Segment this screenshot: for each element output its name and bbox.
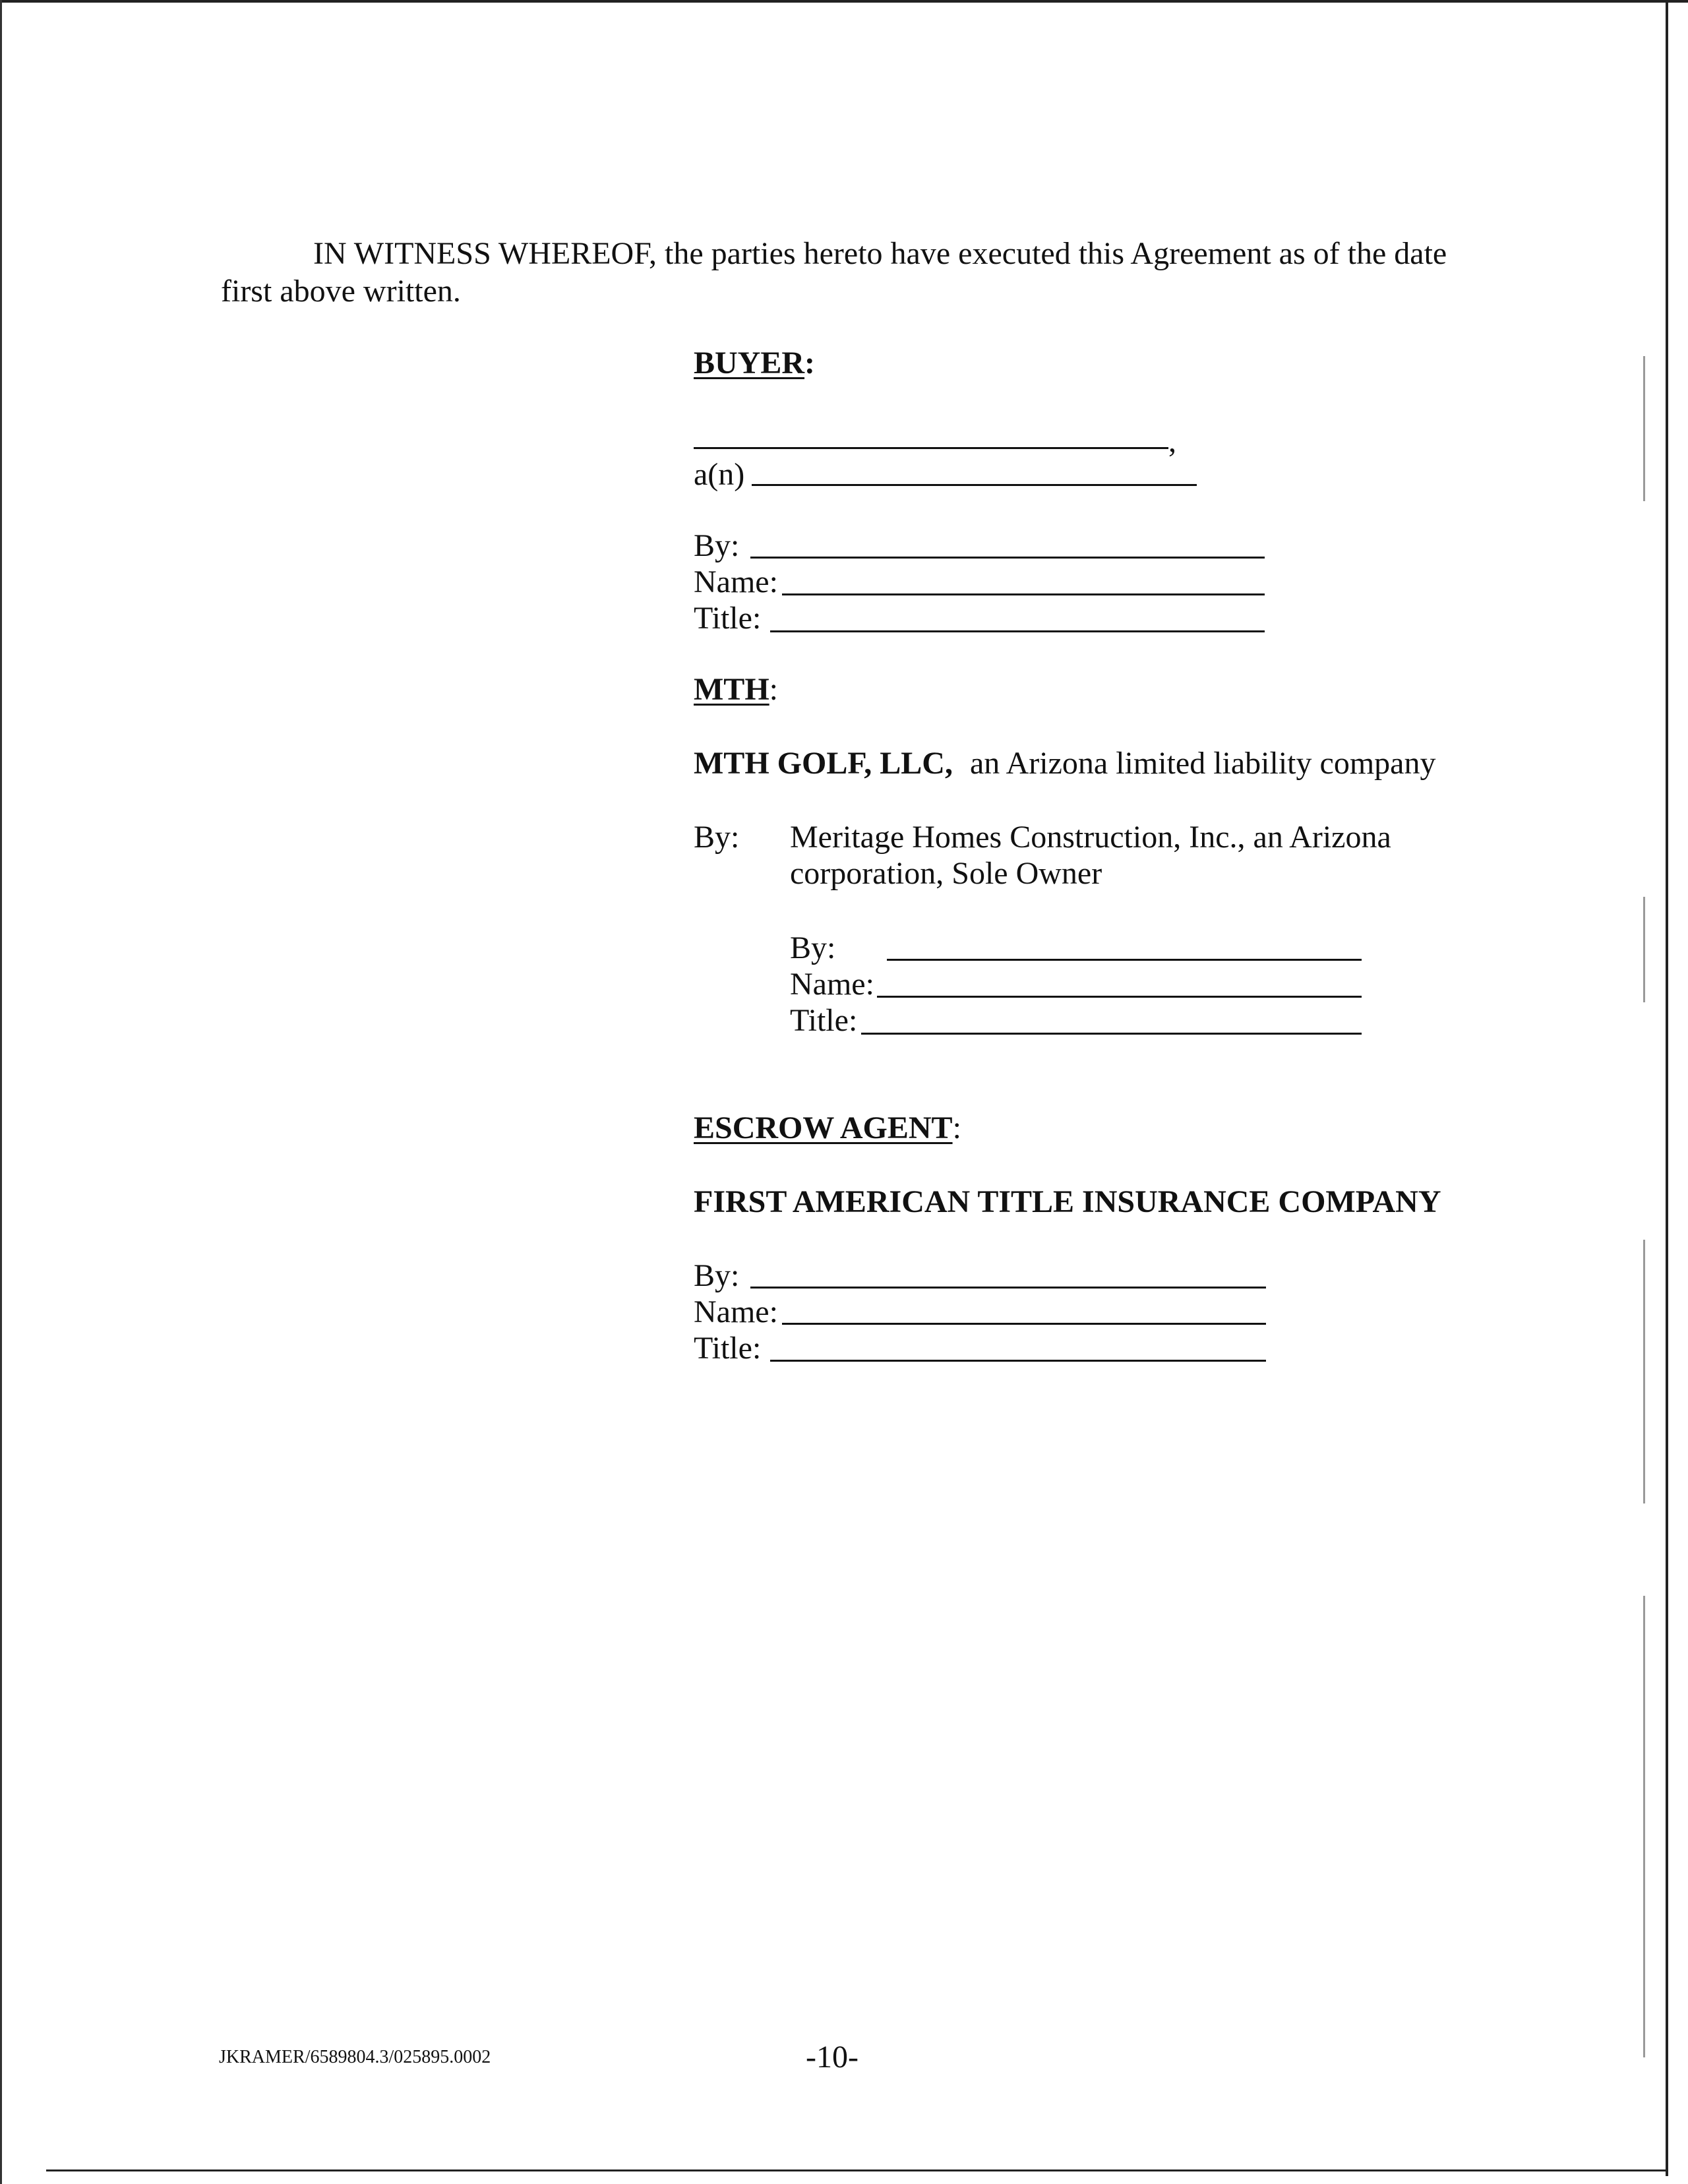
- buyer-an-label: a(n): [694, 457, 745, 492]
- scan-speck: [1643, 1240, 1645, 1503]
- buyer-by-label: By:: [694, 528, 740, 563]
- footer-doc-id: JKRAMER/6589804.3/025895.0002: [219, 2047, 491, 2067]
- escrow-company-name: FIRST AMERICAN TITLE INSURANCE COMPANY: [694, 1184, 1441, 1219]
- escrow-by-label: By:: [694, 1258, 740, 1293]
- escrow-heading: ESCROW AGENT: [694, 1110, 953, 1145]
- buyer-title-line[interactable]: [770, 630, 1265, 632]
- buyer-name-line[interactable]: [782, 593, 1265, 595]
- buyer-entity-type-line[interactable]: [752, 484, 1197, 486]
- page-edge-top: [0, 0, 1688, 3]
- escrow-name-label: Name:: [694, 1294, 778, 1329]
- buyer-title-label: Title:: [694, 601, 762, 636]
- escrow-title-line[interactable]: [770, 1360, 1266, 1362]
- mth-heading-wrap: [694, 671, 778, 708]
- buyer-heading-wrap: [694, 345, 815, 382]
- buyer-heading-colon: :: [804, 346, 816, 380]
- buyer-heading: BUYER: [694, 346, 805, 380]
- buyer-name-label: Name:: [694, 564, 778, 599]
- escrow-name-line[interactable]: [782, 1323, 1266, 1325]
- scan-speck: [1643, 1596, 1645, 2057]
- buyer-by-line[interactable]: [750, 557, 1265, 559]
- scan-speck: [1643, 897, 1645, 1002]
- scan-speck: [1643, 356, 1645, 501]
- page-edge-left: [0, 0, 2, 2184]
- mth-by-label: By:: [694, 820, 740, 855]
- mth-heading-colon: :: [769, 672, 778, 707]
- buyer-entity-comma: ,: [1168, 424, 1176, 459]
- escrow-heading-colon: :: [952, 1110, 961, 1145]
- escrow-heading-wrap: [694, 1110, 961, 1147]
- mth-company-line: [694, 745, 1435, 782]
- footer-page-number: -10-: [806, 2040, 859, 2075]
- escrow-by-line[interactable]: [750, 1287, 1266, 1289]
- page-edge-right: [1666, 0, 1668, 2176]
- escrow-title-label: Title:: [694, 1331, 762, 1366]
- mth-owner-line-2: corporation, Sole Owner: [790, 856, 1102, 891]
- mth-company-desc: an Arizona limited liability company: [969, 746, 1436, 781]
- mth-sub-title-label: Title:: [790, 1003, 858, 1038]
- mth-heading: MTH: [694, 672, 769, 707]
- mth-owner-line-1: Meritage Homes Construction, Inc., an Arizona: [790, 820, 1391, 855]
- mth-sub-by-line[interactable]: [887, 959, 1362, 961]
- page-edge-bottom: [46, 2169, 1668, 2171]
- mth-sub-name-label: Name:: [790, 967, 874, 1002]
- mth-sub-title-line[interactable]: [861, 1033, 1362, 1035]
- intro-line-1: IN WITNESS WHEREOF, the parties hereto have executed this Agreement as of the date: [313, 236, 1447, 271]
- mth-company-name: MTH GOLF, LLC,: [694, 746, 953, 781]
- mth-sub-name-line[interactable]: [877, 996, 1362, 998]
- buyer-entity-name-line[interactable]: [694, 447, 1168, 449]
- mth-sub-by-label: By:: [790, 930, 836, 965]
- intro-line-2: first above written.: [221, 274, 461, 309]
